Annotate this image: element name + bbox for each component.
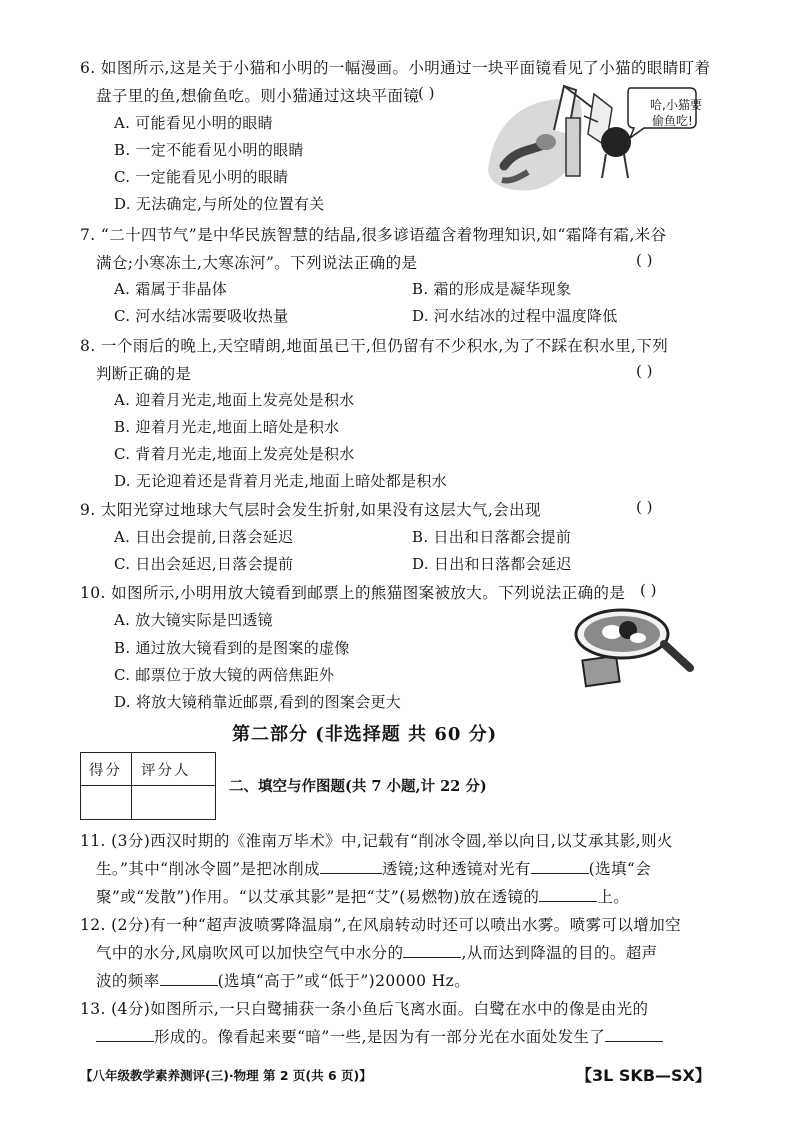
q7-option-d[interactable]: D. 河水结冰的过程中温度降低 [412,307,618,325]
q13-blank-2[interactable] [605,1027,663,1042]
q12-line3 [96,969,470,991]
q9-option-c[interactable]: C. 日出会延迟,日落会提前 [114,555,294,573]
score-table-col-grader: 评分人 [141,763,191,779]
q7-option-c[interactable]: C. 河水结冰需要吸收热量 [114,307,289,325]
q12-line2-text-a: 气中的水分,风扇吹风可以加快空气中水分的 [96,944,404,962]
q11-line3 [96,885,629,907]
q10-option-a[interactable]: A. 放大镜实际是凹透镜 [114,611,273,629]
q8-stem-line2: 判断正确的是 [96,365,192,383]
speech-bubble-line1: 哈,小猫要 [650,98,702,112]
q6-option-d[interactable]: D. 无法确定,与所处的位置有关 [114,195,325,213]
q13-line2 [96,1025,663,1047]
score-table-col-score: 得分 [89,763,122,779]
q10-stem-line1: 10. 如图所示,小明用放大镜看到邮票上的熊猫图案被放大。下列说法正确的是 [80,584,626,602]
q9-option-b[interactable]: B. 日出和日落都会提前 [412,528,572,546]
q11-line2-text-a: 生。”其中“削冰令圆”是把冰削成 [96,860,320,878]
q6-cartoon-figure [484,82,702,196]
q8-option-b[interactable]: B. 迎着月光走,地面上暗处是积水 [114,418,340,436]
q12-line2-text-b: ,从而达到降温的目的。超声 [461,944,658,962]
q11-line1: 11. (3分)西汉时期的《淮南万毕术》中,记载有“削冰令圆,举以向日,以艾承其影,则火 [80,832,673,850]
q6-stem-line1: 6. 如图所示,这是关于小猫和小明的一幅漫画。小明通过一块平面镜看见了小猫的眼睛盯着 [80,59,711,77]
q9-stem-line1: 9. 太阳光穿过地球大气层时会发生折射,如果没有这层大气,会出现 [80,501,541,519]
q6-option-b[interactable]: B. 一定不能看见小明的眼睛 [114,141,304,159]
magnifier-stamp-illustration [572,606,696,690]
score-table [80,752,216,820]
q10-option-d[interactable]: D. 将放大镜稍靠近邮票,看到的图案会更大 [114,693,402,711]
q10-magnifier-figure [572,606,696,690]
q11-blank-1[interactable] [320,859,382,874]
q13-line1: 13. (4分)如图所示,一只白鹭捕获一条小鱼后飞离水面。白鹭在水中的像是由光的 [80,1000,649,1018]
q7-answer-bracket[interactable]: ( ) [636,251,653,269]
q10-answer-bracket[interactable]: ( ) [640,581,657,599]
q6-option-c[interactable]: C. 一定能看见小明的眼睛 [114,168,289,186]
q12-line1: 12. (2分)有一种“超声波喷雾降温扇”,在风扇转动时还可以喷出水雾。喷雾可以增加空 [80,916,682,934]
q11-line2-text-b: 透镜;这种透镜对光有 [381,860,531,878]
speech-bubble-line2: 偷鱼吃! [652,114,693,128]
q12-line3-text-a: 波的频率 [96,972,160,990]
q9-answer-bracket[interactable]: ( ) [636,498,653,516]
q8-option-c[interactable]: C. 背着月光走,地面上发亮处是积水 [114,445,355,463]
q13-line2-text-a: 形成的。像看起来要“暗”一些,是因为有一部分光在水面处发生了 [154,1028,606,1046]
q7-option-a[interactable]: A. 霜属于非晶体 [114,280,228,298]
q9-option-a[interactable]: A. 日出会提前,日落会延迟 [114,528,294,546]
q13-blank-1[interactable] [96,1027,154,1042]
section2-heading: 二、填空与作图题(共 7 小题,计 22 分) [229,778,487,795]
part2-heading: 第二部分 (非选择题 共 60 分) [232,724,498,745]
q8-stem-line1: 8. 一个雨后的晚上,天空晴朗,地面虽已干,但仍留有不少积水,为了不踩在积水里,下列 [80,337,669,355]
q8-option-a[interactable]: A. 迎着月光走,地面上发亮处是积水 [114,391,355,409]
q8-answer-bracket[interactable]: ( ) [636,362,653,380]
q10-option-c[interactable]: C. 邮票位于放大镜的两倍焦距外 [114,666,335,684]
q11-line3-text-b: 上。 [597,888,630,906]
q6-stem-line2: 盘子里的鱼,想偷鱼吃。则小猫通过这块平面镜 [96,87,420,105]
page-footer-code: 【3L SKB—SX】 [576,1066,711,1085]
q7-option-b[interactable]: B. 霜的形成是凝华现象 [412,280,572,298]
q12-line3-text-b: (选填“高于”或“低于”)20000 Hz。 [217,972,471,990]
q11-line2 [96,857,651,879]
q9-option-d[interactable]: D. 日出和日落都会延迟 [412,555,572,573]
q12-line2 [96,941,658,963]
q11-line3-text-a: 聚”或“发散”)作用。“以艾承其影”是把“艾”(易燃物)放在透镜的 [96,888,540,906]
q6-option-a[interactable]: A. 可能看见小明的眼睛 [114,114,273,132]
q12-blank-2[interactable] [160,971,218,986]
q7-stem-line1: 7. “二十四节气”是中华民族智慧的结晶,很多谚语蕴含着物理知识,如“霜降有霜,米谷 [80,226,667,244]
q11-line2-text-c: (选填“会 [588,860,652,878]
q10-option-b[interactable]: B. 通过放大镜看到的是图案的虚像 [114,639,350,657]
q12-blank-1[interactable] [403,943,461,958]
q8-option-d[interactable]: D. 无论迎着还是背着月光走,地面上暗处都是积水 [114,472,447,490]
q11-blank-2[interactable] [531,859,589,874]
q11-blank-3[interactable] [539,887,597,902]
page-footer-left: 【八年级教学素养测评(三)·物理 第 2 页(共 6 页)】 [80,1068,372,1083]
q6-answer-bracket[interactable]: ( ) [418,84,435,102]
q7-stem-line2: 满仓;小寒冻土,大寒冻河”。下列说法正确的是 [96,254,418,272]
